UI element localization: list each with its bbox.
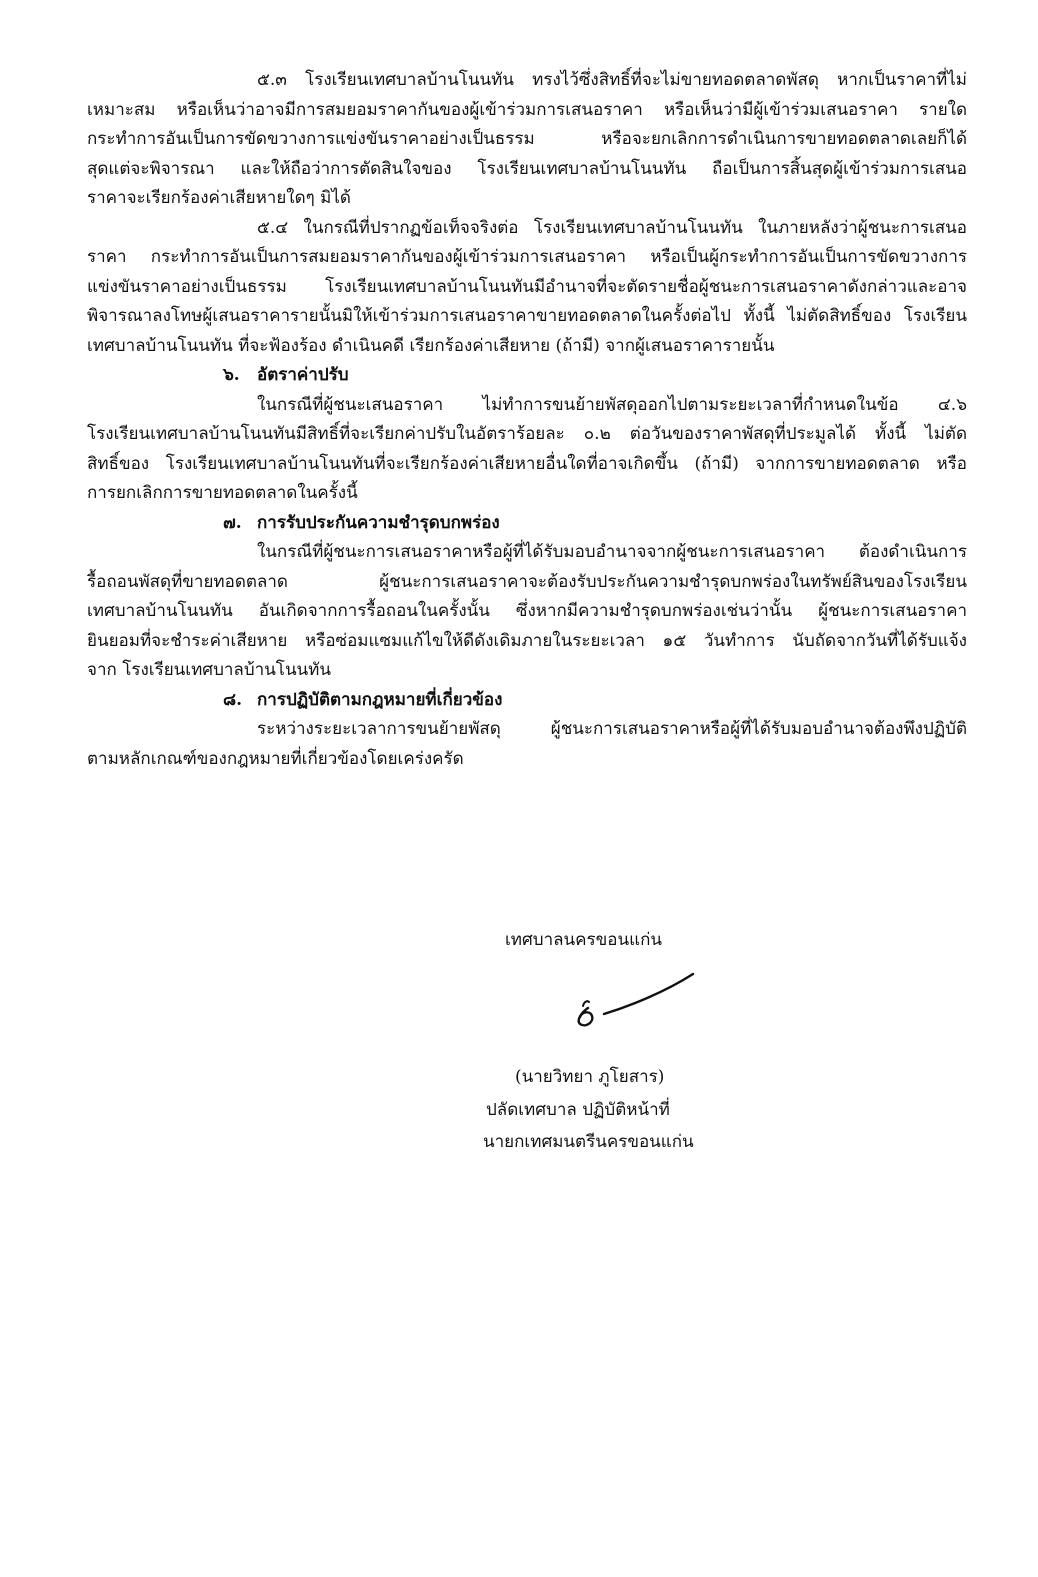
paragraph-line: โรงเรียนเทศบาลบ้านโนนทันมีสิทธิ์ที่จะเรียกค่าปรับในอัตราร้อยละ ๐.๒ ต่อวันของราคาพัสดุที่ประมูลได้ ทั้งนี้ ไม่ตัด bbox=[87, 424, 967, 444]
paragraph-line: สุดแต่จะพิจารณา และให้ถือว่าการตัดสินใจของ โรงเรียนเทศบาลบ้านโนนทัน ถือเป็นการสิ้นสุดผู้เข้าร่วมการเสนอ bbox=[87, 158, 967, 179]
section-heading bbox=[87, 361, 967, 391]
paragraph-line: เทศบาลบ้านโนนทัน ที่จะฟ้องร้อง ดำเนินคดี เรียกร้องค่าเสียหาย (ถ้ามี) จากผู้เสนอราคารายนั้น bbox=[87, 335, 775, 356]
paragraph-line: รื้อถอนพัสดุที่ขายทอดตลาด ผู้ชนะการเสนอราคาจะต้องรับประกันความชำรุดบกพร่องในทรัพย์สินของโรงเรียน bbox=[87, 571, 967, 592]
section-5-4 bbox=[87, 214, 967, 362]
section-number: ๗. bbox=[223, 512, 242, 533]
section-title: การรับประกันความชำรุดบกพร่อง bbox=[257, 512, 500, 533]
section-6 bbox=[87, 361, 967, 509]
document-body bbox=[87, 66, 967, 774]
paragraph-line: แข่งขันราคาอย่างเป็นธรรม โรงเรียนเทศบาลบ้านโนนทันมีอำนาจที่จะตัดรายชื่อผู้ชนะการเสนอราคาดังกล่าวและอาจ bbox=[87, 276, 967, 297]
section-5-3 bbox=[87, 66, 967, 214]
paragraph-line: ตามหลักเกณฑ์ของกฎหมายที่เกี่ยวข้องโดยเคร่งครัด bbox=[87, 748, 464, 769]
paragraph-line: เหมาะสม หรือเห็นว่าอาจมีการสมยอมราคากันของผู้เข้าร่วมการเสนอราคา หรือเห็นว่ามีผู้เข้าร่วมเสนอราคา รายใด bbox=[87, 99, 967, 120]
section-8 bbox=[87, 686, 967, 775]
handwritten-signature bbox=[560, 962, 710, 1047]
section-number: ๖. bbox=[223, 365, 240, 385]
signatory-name: (นายวิทยา ภูโยสาร) bbox=[515, 1067, 665, 1087]
section-title: อัตราค่าปรับ bbox=[257, 365, 349, 385]
paragraph-line: การยกเลิกการขายทอดตลาดในครั้งนี้ bbox=[87, 483, 358, 503]
paragraph-line: ๕.๔ ในกรณีที่ปรากฏข้อเท็จจริงต่อ โรงเรียนเทศบาลบ้านโนนทัน ในภายหลังว่าผู้ชนะการเสนอ bbox=[257, 217, 967, 238]
signature-organization: เทศบาลนครขอนแก่น bbox=[505, 930, 663, 950]
paragraph-line: จาก โรงเรียนเทศบาลบ้านโนนทัน bbox=[87, 660, 332, 680]
section-heading bbox=[87, 509, 967, 539]
paragraph-line: กระทำการอันเป็นการขัดขวางการแข่งขันราคาอย่างเป็นธรรม หรือจะยกเลิกการดำเนินการขายทอดตลาดเลยก็ได้ bbox=[87, 129, 967, 149]
section-heading bbox=[87, 686, 967, 716]
paragraph-line: ในกรณีที่ผู้ชนะเสนอราคา ไม่ทำการขนย้ายพัสดุออกไปตามระยะเวลาที่กำหนดในข้อ ๔.๖ bbox=[257, 394, 967, 415]
paragraph-line: พิจารณาลงโทษผู้เสนอราคารายนั้นมิให้เข้าร่วมการเสนอราคาขายทอดตลาดในครั้งต่อไป ทั้งนี้ ไม่ตัดสิทธิ์ของ โรงเรียน bbox=[87, 306, 967, 326]
paragraph-line: ๕.๓ โรงเรียนเทศบาลบ้านโนนทัน ทรงไว้ซึ่งสิทธิ์ที่จะไม่ขายทอดตลาดพัสดุ หากเป็นราคาที่ไม่ bbox=[257, 70, 967, 90]
paragraph-line: ยินยอมที่จะชำระค่าเสียหาย หรือซ่อมแซมแก้ไขให้ดีดังเดิมภายในระยะเวลา ๑๕ วันทำการ นับถัดจากวันที่ได้รับแจ้ง bbox=[87, 630, 967, 651]
paragraph-line: เทศบาลบ้านโนนทัน อันเกิดจากการรื้อถอนในครั้งนั้น ซึ่งหากมีความชำรุดบกพร่องเช่นว่านั้น ผู้ชนะการเสนอราคา bbox=[87, 601, 967, 621]
signatory-position: นายกเทศมนตรีนครขอนแก่น bbox=[483, 1132, 694, 1152]
paragraph-line: ระหว่างระยะเวลาการขนย้ายพัสดุ ผู้ชนะการเสนอราคาหรือผู้ที่ได้รับมอบอำนาจต้องพึงปฏิบัติ bbox=[257, 719, 967, 739]
section-7 bbox=[87, 509, 967, 686]
paragraph-line: ในกรณีที่ผู้ชนะการเสนอราคาหรือผู้ที่ได้รับมอบอำนาจจากผู้ชนะการเสนอราคา ต้องดำเนินการ bbox=[257, 542, 967, 562]
paragraph-line: สิทธิ์ของ โรงเรียนเทศบาลบ้านโนนทันที่จะเรียกร้องค่าเสียหายอื่นใดที่อาจเกิดขึ้น (ถ้ามี) จากการขายทอดตลาด หรือ bbox=[87, 453, 967, 474]
section-number: ๘. bbox=[223, 689, 243, 710]
signatory-position: ปลัดเทศบาล ปฏิบัติหน้าที่ bbox=[486, 1100, 670, 1120]
paragraph-line: ราคา กระทำการอันเป็นการสมยอมราคากันของผู้เข้าร่วมการเสนอราคา หรือเป็นผู้กระทำการอันเป็นการขัดขวางการ bbox=[87, 247, 967, 267]
section-title: การปฏิบัติตามกฎหมายที่เกี่ยวข้อง bbox=[257, 689, 503, 710]
paragraph-line: ราคาจะเรียกร้องค่าเสียหายใดๆ มิได้ bbox=[87, 188, 351, 208]
